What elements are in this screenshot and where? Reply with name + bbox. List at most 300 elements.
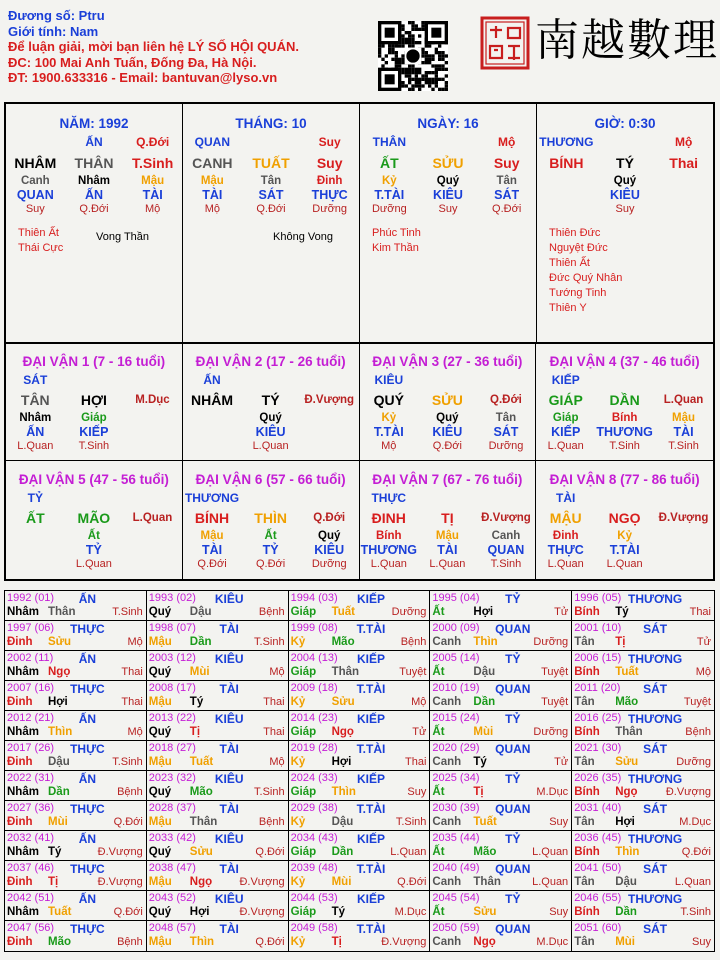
dai-van-phase: Q.Đới: [197, 558, 227, 570]
year-god: THƯƠNG: [628, 892, 683, 906]
year-cell: [430, 741, 572, 771]
year-branch: Thìn: [473, 636, 498, 648]
phase-cell: [537, 202, 596, 216]
pillar-row-hidden: [183, 174, 359, 188]
pillar-cell: Thai: [669, 155, 699, 171]
dai-van-title: ĐẠI VẬN 4 (37 - 46 tuổi): [549, 354, 700, 369]
year-phase: M.Dục: [536, 786, 569, 798]
year-branch: Dậu: [473, 666, 496, 678]
pillar-cell: CANH: [192, 155, 233, 171]
dai-van-phase: [183, 439, 242, 454]
star-item: Đức Quý Nhân: [549, 272, 623, 284]
year-god: QUAN: [495, 862, 531, 876]
year-phase: Đ.Vượng: [239, 906, 285, 918]
year-branch: Tị: [473, 786, 484, 798]
year-god: TỶ: [505, 832, 521, 846]
dai-van-god: ẤN: [203, 373, 221, 387]
year-label: 1999 (08): [290, 622, 338, 634]
dai-van-cell: [536, 461, 713, 579]
phase-cell: Q.Đới: [256, 203, 286, 215]
pillar-row-top: [360, 132, 536, 152]
year-god: TÀI: [219, 682, 239, 696]
year-cell: [430, 801, 572, 831]
dai-van-gods-row: [360, 543, 536, 557]
annual-table: [4, 590, 715, 952]
year-phase: M.Dục: [536, 936, 569, 948]
year-stem: Giáp: [290, 786, 317, 798]
dai-van-hidden: Mậu: [200, 530, 224, 542]
dai-van-blank: [65, 370, 124, 390]
dai-van-hidden-row: [183, 529, 359, 543]
year-label: 1993 (02): [148, 592, 196, 604]
gioi-tinh-row: [8, 24, 368, 40]
year-branch: Thân: [473, 876, 501, 888]
year-phase: Tuyệt: [541, 666, 569, 678]
dai-van-blank: [123, 488, 182, 508]
dai-van-phase-row: [360, 557, 536, 572]
year-cell: [430, 621, 572, 651]
year-cell: [572, 801, 714, 831]
year-cell: [572, 861, 714, 891]
dai-van-main: Q.Đới: [490, 394, 522, 406]
dai-van-phase: T.Sinh: [668, 440, 699, 452]
year-label: 1996 (05): [574, 592, 622, 604]
year-branch: Mão: [48, 936, 71, 948]
year-branch: Dần: [615, 906, 637, 918]
year-god: KIẾP: [356, 712, 385, 726]
phase-cell: Suy: [615, 203, 635, 215]
dai-van-blank: [241, 488, 300, 508]
dai-van-hidden-row: [536, 529, 713, 543]
year-phase: Thai: [121, 696, 143, 708]
year-branch: Hợi: [473, 606, 494, 618]
pillar-row-phases: [183, 202, 359, 216]
dai-van-main-row: [183, 390, 359, 411]
year-cell: [289, 591, 431, 621]
dai-van-god-sub: TÀI: [437, 543, 458, 557]
phase-cell: [654, 202, 713, 216]
year-branch: Tị: [331, 936, 342, 948]
year-cell: [147, 741, 289, 771]
year-cell: [430, 771, 572, 801]
pillar-cell: ẤN: [85, 135, 103, 149]
pillar-cell: [537, 188, 596, 202]
contact-line: Để luận giải, mời bạn liên hệ LÝ SỐ HỘI QUÁN.: [8, 39, 299, 54]
dai-van-god-sub: THỰC: [547, 543, 584, 557]
seal-logo: [480, 16, 530, 70]
year-god: ẤN: [78, 652, 97, 666]
dai-van-title: ĐẠI VẬN 8 (77 - 86 tuổi): [549, 472, 700, 487]
year-cell: [572, 681, 714, 711]
year-stem: Tân: [574, 936, 595, 948]
year-branch: Thìn: [331, 786, 356, 798]
pillar-cell: NHÂM: [14, 155, 57, 171]
year-label: 2026 (35): [574, 772, 622, 784]
year-cell: [289, 741, 431, 771]
dai-van-blank: [418, 370, 477, 390]
pillar-cell: Mậu: [200, 175, 224, 187]
dai-van-main-row: [6, 390, 182, 411]
year-label: 2024 (33): [290, 772, 338, 784]
year-god: QUAN: [495, 622, 531, 636]
dai-van-god-sub: [123, 543, 182, 557]
year-branch: Thìn: [189, 936, 215, 948]
year-label: 2009 (18): [290, 682, 338, 694]
dai-van-main: TÝ: [261, 392, 280, 408]
dai-van-god: KIẾP: [551, 373, 580, 387]
year-label: 2017 (26): [7, 742, 55, 754]
year-label: 2029 (38): [290, 802, 338, 814]
year-god: KIÊU: [214, 712, 244, 726]
dai-van-main-row: [360, 390, 536, 411]
year-stem: Đinh: [7, 816, 33, 828]
dai-van-phase: [123, 557, 182, 572]
pillar-cell: Q.Đới: [136, 135, 170, 149]
dai-van-main: HỢI: [80, 392, 107, 408]
dai-van-main: SỬU: [431, 392, 463, 408]
dai-van-phase: L.Quan: [606, 558, 643, 570]
year-label: 2015 (24): [432, 712, 480, 724]
year-cell: [289, 801, 431, 831]
year-stem: Kỷ: [290, 756, 306, 768]
dai-van-blank: [123, 370, 182, 390]
year-branch: Sửu: [473, 906, 497, 918]
year-cell: [430, 591, 572, 621]
year-stem: Nhâm: [7, 906, 39, 918]
dai-van-main: ĐINH: [371, 510, 406, 526]
pillar-cell: QUAN: [16, 188, 54, 202]
pillar-row-gods: [183, 188, 359, 202]
dai-van-god-row: [360, 370, 536, 390]
year-phase: Q.Đới: [397, 876, 427, 888]
dai-van-blank: [654, 488, 713, 508]
dai-van-hidden: [123, 411, 182, 425]
year-cell: [430, 681, 572, 711]
year-stem: Bính: [574, 726, 600, 738]
dai-van-hidden: Kỷ: [381, 412, 397, 424]
pillar-stars: [6, 226, 182, 256]
year-phase: Mộ: [695, 666, 711, 678]
dai-van-god: KIÊU: [374, 373, 404, 387]
year-cell: [289, 921, 431, 951]
year-cell: [289, 621, 431, 651]
pillar-column: [183, 104, 360, 342]
year-phase: Đ.Vượng: [381, 936, 427, 948]
dai-van-god-sub: SÁT: [493, 425, 519, 439]
year-phase: Dưỡng: [533, 726, 569, 738]
dai-van-cell: [360, 343, 537, 461]
dai-van-main-row: [536, 508, 713, 529]
year-phase: Tuyệt: [683, 696, 711, 708]
dai-van-cell: [183, 461, 360, 579]
pillar-cell: Mộ: [498, 135, 516, 149]
year-stem: Canh: [432, 636, 462, 648]
year-branch: Hợi: [48, 696, 68, 708]
year-phase: M.Dục: [394, 906, 427, 918]
year-branch: Dần: [48, 786, 70, 798]
year-label: 2006 (15): [574, 652, 622, 664]
year-god: TÀI: [219, 862, 239, 876]
year-stem: Mậu: [148, 816, 172, 828]
year-phase: Bệnh: [117, 936, 143, 948]
year-cell: [147, 591, 289, 621]
year-stem: Canh: [432, 816, 462, 828]
dai-van-phase: L.Quan: [429, 558, 466, 570]
year-branch: Ngọ: [189, 876, 213, 888]
year-god: ẤN: [78, 832, 97, 846]
year-god: KIÊU: [214, 892, 244, 906]
dai-van-god-row: [536, 370, 713, 390]
dai-van-main: MẬU: [549, 510, 582, 526]
pillar-cell: TÀI: [142, 188, 163, 202]
dai-van-cell: [536, 343, 713, 461]
year-cell: [572, 921, 714, 951]
dai-van-hidden: Bính: [611, 412, 638, 424]
year-branch: Tị: [189, 726, 201, 738]
year-stem: Kỷ: [290, 936, 306, 948]
pillar-cell: Kỷ: [381, 175, 397, 187]
pillar-row-hidden: [6, 174, 182, 188]
year-label: 2039 (48): [290, 862, 338, 874]
year-phase: Tuyệt: [541, 696, 569, 708]
dai-van-hidden: [183, 411, 242, 425]
year-god: ẤN: [78, 772, 97, 786]
year-god: THỰC: [70, 742, 105, 756]
year-branch: Tị: [615, 636, 626, 648]
dai-van-hidden: [654, 529, 713, 543]
year-phase: Tử: [696, 636, 711, 648]
year-stem: Nhâm: [7, 606, 39, 618]
year-cell: [289, 891, 431, 921]
year-god: THỰC: [70, 622, 105, 636]
brand-title: [535, 4, 719, 68]
year-label: 2005 (14): [432, 652, 480, 664]
dai-van-hidden: Kỷ: [617, 530, 632, 542]
year-label: 2051 (60): [574, 922, 622, 934]
year-phase: Mộ: [411, 696, 427, 708]
year-stem: Kỷ: [290, 696, 306, 708]
year-label: 2034 (43): [290, 832, 338, 844]
dai-van-phase: L.Quan: [17, 440, 54, 452]
year-phase: Q.Đới: [255, 936, 285, 948]
year-god: KIẾP: [356, 832, 385, 846]
year-god: QUAN: [495, 742, 531, 756]
year-cell: [5, 831, 147, 861]
pillar-vong: Vong Thần: [96, 231, 150, 243]
year-stem: Giáp: [290, 906, 317, 918]
year-cell: [147, 771, 289, 801]
year-stem: Đinh: [7, 876, 33, 888]
year-stem: Đinh: [7, 636, 33, 648]
year-stem: Mậu: [148, 696, 172, 708]
year-stem: Quý: [148, 606, 172, 618]
year-phase: Bệnh: [400, 636, 427, 648]
year-cell: [147, 801, 289, 831]
pillar-row-gods: [6, 188, 182, 202]
dai-van-hidden: Giáp: [81, 412, 107, 424]
year-phase: Tuyệt: [399, 666, 427, 678]
year-branch: Thân: [615, 726, 643, 738]
pillar-row-top: [6, 132, 182, 152]
dai-van-gods-row: [536, 543, 713, 557]
year-god: SÁT: [643, 802, 668, 816]
year-cell: [289, 711, 431, 741]
year-branch: Dần: [189, 636, 212, 648]
year-god: SÁT: [643, 682, 668, 696]
year-branch: Dần: [331, 846, 354, 858]
pillar-cell: [654, 174, 713, 188]
year-god: KIẾP: [356, 772, 385, 786]
pillar-title: GIỜ: 0:30: [594, 116, 656, 131]
year-phase: T.Sinh: [254, 636, 285, 648]
year-stem: Nhâm: [7, 666, 39, 678]
dai-van-phase-row: [360, 439, 536, 454]
year-stem: Ất: [432, 606, 445, 618]
year-label: 2013 (22): [148, 712, 196, 724]
year-phase: Mộ: [269, 756, 285, 768]
year-god: ẤN: [78, 892, 97, 906]
year-stem: Bính: [574, 606, 600, 618]
year-god: T.TÀI: [356, 682, 386, 696]
year-branch: Thân: [189, 816, 218, 828]
dai-van-phase-row: [183, 439, 359, 454]
year-phase: Thai: [263, 696, 285, 708]
year-label: 2035 (44): [432, 832, 480, 844]
year-label: 2000 (09): [432, 622, 480, 634]
year-phase: T.Sinh: [680, 906, 711, 918]
dai-van-main-row: [360, 508, 536, 529]
year-phase: Bệnh: [258, 606, 285, 618]
year-stem: Mậu: [148, 936, 172, 948]
dai-van-hidden: Canh: [491, 530, 521, 542]
year-label: 2016 (25): [574, 712, 622, 724]
pillar-row-main: [537, 152, 713, 174]
dai-van-main: GIÁP: [548, 392, 583, 408]
brand-text: 南越數理: [535, 15, 719, 66]
year-branch: Dậu: [331, 816, 354, 828]
phase-cell: Mộ: [204, 203, 220, 215]
year-stem: Quý: [148, 666, 172, 678]
dai-van-main: DẦN: [609, 392, 640, 408]
year-stem: Canh: [432, 876, 462, 888]
year-branch: Thân: [48, 606, 76, 618]
year-god: QUAN: [495, 922, 531, 936]
year-phase: Dưỡng: [676, 756, 711, 768]
year-label: 2044 (53): [290, 892, 338, 904]
year-god: T.TÀI: [356, 742, 386, 756]
dai-van-god-sub: THƯƠNG: [360, 543, 418, 557]
dai-van-gods-row: [6, 543, 182, 557]
dai-van-main: NHÂM: [191, 392, 234, 408]
star-item: Thái Cực: [18, 242, 64, 254]
pillar-row-gods: [360, 188, 536, 202]
pillar-cell: THÂN: [74, 155, 114, 171]
year-stem: Kỷ: [290, 636, 306, 648]
year-label: 2047 (56): [7, 922, 55, 934]
dai-van-god-sub: KIẾP: [79, 425, 109, 439]
pillar-cell: [596, 132, 655, 152]
dai-van-hidden: Tân: [495, 412, 517, 424]
star-item: Thiên Ất: [18, 227, 59, 239]
year-stem: Kỷ: [290, 876, 306, 888]
pillar-row-phases: [537, 202, 713, 216]
year-cell: [5, 591, 147, 621]
year-phase: Bệnh: [117, 786, 143, 798]
address-line: ĐC: 100 Mai Anh Tuấn, Đống Đa, Hà Nội.: [8, 54, 257, 70]
year-stem: Ất: [432, 786, 445, 798]
pillar-cell: [537, 174, 596, 188]
year-cell: [5, 801, 147, 831]
dai-van-hidden: Ất: [87, 530, 100, 542]
year-phase: L.Quan: [674, 876, 711, 888]
pillar-row-phases: [6, 202, 182, 216]
year-phase: Đ.Vượng: [97, 846, 143, 858]
year-god: SÁT: [643, 922, 668, 936]
year-branch: Mão: [473, 846, 497, 858]
dai-van-phase-row: [6, 439, 182, 454]
year-stem: Bính: [574, 846, 600, 858]
year-stem: Canh: [432, 756, 462, 768]
dai-van-main: BÍNH: [194, 510, 230, 526]
year-god: QUAN: [495, 682, 531, 696]
year-god: T.TÀI: [356, 862, 386, 876]
year-label: 1992 (01): [7, 592, 55, 604]
dai-van-main: L.Quan: [663, 394, 704, 406]
year-branch: Ngọ: [473, 936, 496, 948]
pillar-cell: THỰC: [311, 188, 348, 202]
year-branch: Sửu: [615, 756, 639, 768]
dai-van-main-row: [183, 508, 359, 529]
phase-cell: Q.Đới: [79, 203, 109, 215]
dai-van-phase: L.Quan: [547, 440, 584, 452]
year-label: 2019 (28): [290, 742, 338, 754]
year-phase: Thai: [689, 606, 711, 618]
year-stem: Canh: [432, 936, 462, 948]
dai-van-main: QUÝ: [373, 392, 404, 408]
year-cell: [289, 861, 431, 891]
year-god: KIÊU: [214, 772, 244, 786]
year-branch: Tý: [48, 846, 62, 858]
star-item: Thiên Ất: [549, 257, 590, 269]
year-phase: Tử: [554, 606, 569, 618]
dai-van-god-sub: KIÊU: [314, 543, 345, 557]
year-label: 2012 (21): [7, 712, 55, 724]
year-cell: [147, 621, 289, 651]
year-label: 1998 (07): [148, 622, 196, 634]
pillar-cell: Tân: [496, 175, 517, 187]
dai-van-hidden: [300, 411, 359, 425]
year-cell: [430, 891, 572, 921]
year-cell: [289, 831, 431, 861]
header-info: [8, 8, 368, 86]
year-phase: Thai: [263, 726, 285, 738]
year-phase: Mộ: [127, 726, 143, 738]
year-cell: [5, 741, 147, 771]
pillar-cell: KIÊU: [610, 188, 640, 202]
dai-van-main-row: [6, 508, 182, 529]
year-stem: Ất: [432, 726, 445, 738]
year-phase: L.Quan: [532, 846, 569, 858]
year-cell: [5, 921, 147, 951]
dai-van-blank: [300, 488, 359, 508]
year-branch: Tý: [189, 696, 204, 708]
pillar-cell: [242, 132, 301, 152]
year-label: 2043 (52): [148, 892, 196, 904]
pillar-cell: [6, 132, 65, 152]
pillar-cell: BÍNH: [549, 155, 584, 171]
dai-van-hidden: Quý: [318, 530, 341, 542]
star-item: Thiên Y: [549, 302, 587, 314]
